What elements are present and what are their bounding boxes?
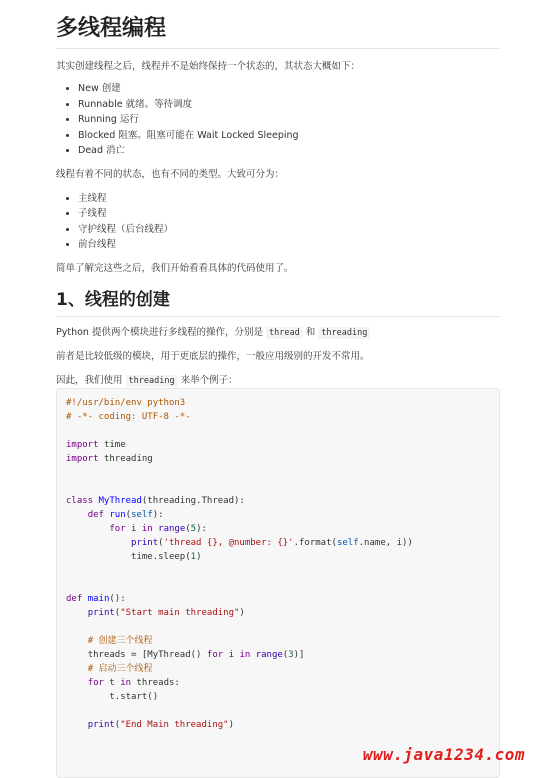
function-name: run: [109, 510, 126, 520]
watermark: www.java1234.com: [362, 745, 525, 764]
code-text: time: [103, 440, 126, 450]
inline-code: thread: [266, 327, 303, 339]
keyword: in: [239, 650, 251, 660]
comment: # 创建三个线程: [87, 636, 153, 646]
keyword: in: [141, 524, 153, 534]
keyword: for: [87, 678, 104, 688]
keyword: for: [109, 524, 126, 534]
types-intro-paragraph: 线程有着不同的状态，也有不同的类型。大致可分为：: [56, 168, 285, 180]
code-text: i: [131, 524, 137, 534]
code-text: time.sleep(: [131, 552, 191, 562]
code-text: t.start(): [109, 692, 159, 702]
keyword: def: [87, 510, 104, 520]
list-item: • Blocked 阻塞。阻塞可能在 Wait Locked Sleeping: [78, 128, 500, 144]
keyword: def: [66, 594, 83, 604]
document: [56, 0, 500, 388]
builtin: print: [87, 608, 115, 618]
list-item: • Dead 消亡: [78, 143, 500, 159]
list-item: • 前台线程: [78, 237, 500, 253]
list-item: • 子线程: [78, 206, 500, 222]
builtin: range: [255, 650, 283, 660]
keyword: for: [206, 650, 224, 660]
code-block: [56, 388, 500, 778]
comment: #!/usr/bin/env python3: [66, 398, 186, 408]
section-heading: 1、线程的创建: [56, 288, 500, 317]
list-item: • 守护线程（后台线程）: [78, 222, 500, 238]
page-title: 多线程编程: [56, 14, 500, 49]
self-keyword: self: [336, 538, 359, 548]
transition-paragraph: 简单了解完这些之后，我们开始看看具体的代码使用了。: [56, 262, 294, 274]
intro-paragraph: 其实创建线程之后，线程并不是始终保持一个状态的，其状态大概如下：: [56, 61, 361, 72]
text: 来举个例子：: [177, 374, 238, 386]
code-text: threads = [MyThread(): [87, 650, 207, 660]
number: 3: [288, 650, 294, 660]
code-text: threads:: [131, 678, 180, 688]
text: 和: [302, 326, 319, 338]
list-item: • New 创建: [78, 81, 500, 97]
keyword: in: [120, 678, 132, 688]
code-listing: #!/usr/bin/env python3 # -*- coding: UTF-8 -*- import time import threading class MyThread(threading.Thread): def run(self): for i in range(5): print('thread {}, @number: {}'.format(self.name, i)) time.sleep(1) def main(): print("Start main threading") # 创建三个线程 threads = [MyThread() for i in range(3)] # 启动三个线程 for t in threads: t.start() print("End Main threading"): [66, 398, 413, 730]
string: "Start main threading": [120, 608, 240, 618]
code-text: .format(: [293, 538, 337, 548]
code-text: i: [228, 650, 235, 660]
builtin: print: [87, 720, 115, 730]
builtin: range: [158, 524, 186, 534]
code-text: threading: [103, 454, 153, 464]
keyword: import: [66, 440, 99, 450]
code-text: t: [109, 678, 115, 688]
code-text: (threading.Thread):: [141, 496, 245, 506]
keyword: class: [66, 496, 94, 506]
text: Python 提供两个模块进行多线程的操作，分别是: [56, 326, 266, 338]
text: 因此，我们使用: [56, 374, 126, 386]
string: "End Main threading": [120, 720, 229, 730]
list-item: • 主线程: [78, 191, 500, 207]
builtin: print: [131, 538, 159, 548]
number: 5: [190, 524, 197, 534]
code-text: .name, i)): [358, 538, 413, 548]
list-item: • Runnable 就绪。等待调度: [78, 97, 500, 113]
lowlevel-paragraph: 前者是比较低级的模块，用于更底层的操作，一般应用级别的开发不常用。: [56, 350, 370, 362]
example-intro-paragraph: [56, 374, 500, 388]
function-name: main: [87, 594, 110, 604]
keyword: import: [66, 454, 99, 464]
self-keyword: self: [131, 510, 153, 520]
comment: # 启动三个线程: [87, 664, 153, 674]
string: 'thread {}, @number: {}': [163, 538, 294, 548]
modules-paragraph: [56, 326, 500, 340]
number: 1: [190, 552, 197, 562]
inline-code: threading: [126, 375, 178, 387]
states-list: [56, 81, 500, 159]
types-list: [56, 191, 500, 253]
comment: # -*- coding: UTF-8 -*-: [66, 412, 191, 422]
list-item: • Running 运行: [78, 112, 500, 128]
class-name: MyThread: [98, 496, 142, 506]
inline-code: threading: [318, 327, 370, 339]
